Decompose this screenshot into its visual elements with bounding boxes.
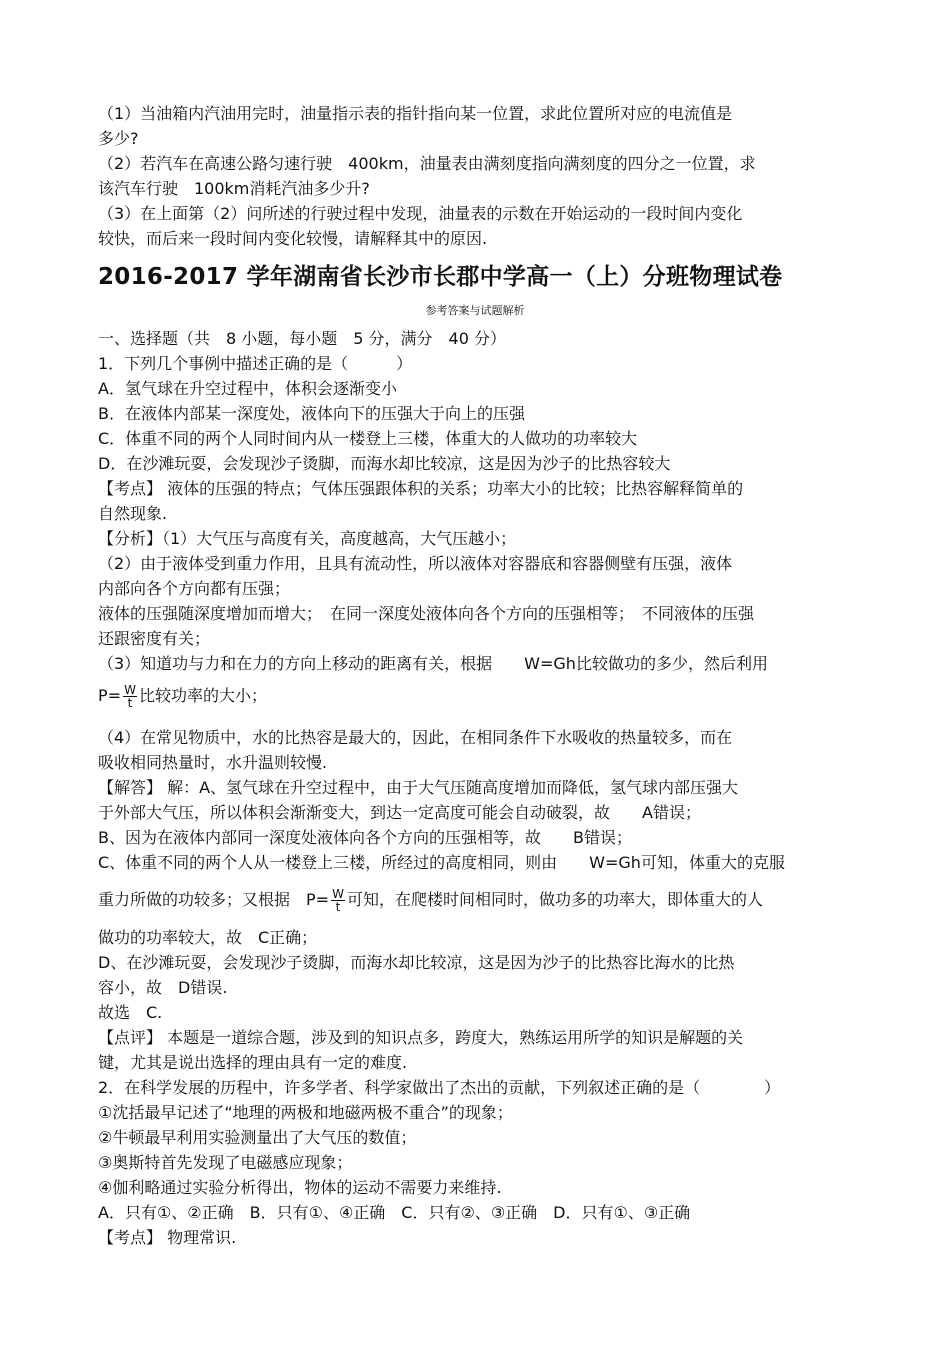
intro-q1-line1: （1）当油箱内汽油用完时，油量指示表的指针指向某一位置，求此位置所对应的电流值是 (98, 104, 733, 123)
q1-dianping-2: 键，尤其是说出选择的理由具有一定的难度. (98, 1053, 408, 1072)
section-heading: 一、选择题（共 8 小题，每小题 5 分，满分 40 分） (98, 329, 506, 348)
q1-option-a: A．氢气球在升空过程中，体积会逐渐变小 (98, 379, 397, 398)
q2-statement-1: ①沈括最早记述了“地理的两极和地磁两极不重合”的现象； (98, 1103, 513, 1122)
fraction-denominator-2: t (335, 900, 341, 914)
power-fraction-2 (331, 888, 345, 913)
q1-fenxi-1: 【分析】（1）大气压与高度有关，高度越高，大气压越小； (98, 529, 517, 548)
answer-subtitle: 参考答案与试题解析 (425, 304, 525, 317)
q2-statement-3: ③奥斯特首先发现了电磁感应现象； (98, 1153, 353, 1172)
q1-jieda-a1: 【解答】 解：A、氢气球在升空过程中，由于大气压随高度增加而降低，氢气球内部压强大 (98, 778, 739, 797)
q1-jieda-d1: D、在沙滩玩耍，会发现沙子烫脚，而海水却比较凉，这是因为沙子的比热容比海水的比热 (98, 953, 735, 972)
q2-options: A．只有①、②正确 B．只有①、④正确 C．只有②、③正确 D．只有①、③正确 (98, 1203, 691, 1222)
q1-option-d: D．在沙滩玩耍，会发现沙子烫脚，而海水却比较凉，这是因为沙子的比热容较大 (98, 454, 671, 473)
jieda-c2-prefix: 重力所做的功较多；又根据 P= (98, 890, 330, 909)
q1-fenxi-3b (98, 684, 267, 709)
q1-option-c: C．体重不同的两个人同时间内从一楼登上三楼，体重大的人做功的功率较大 (98, 429, 638, 448)
formula-prefix: P= (98, 686, 122, 705)
q1-jieda-b: B、因为在液体内部同一深度处液体向各个方向的压强相等，故 B错误； (98, 828, 632, 847)
q1-jieda-c2 (98, 888, 763, 913)
exam-title: 2016-2017 学年湖南省长沙市长郡中学高一（上）分班物理试卷 (98, 264, 783, 290)
q1-jieda-c1: C、体重不同的两个人从一楼登上三楼，所经过的高度相同，则由 W=Gh可知，体重大的克服 (98, 853, 785, 872)
q1-kaodian-line2: 自然现象. (98, 504, 168, 523)
q1-fenxi-2d: 还跟密度有关； (98, 629, 211, 648)
intro-q3-line1: （3）在上面第（2）问所述的行驶过程中发现，油量表的示数在开始运动的一段时间内变化 (98, 204, 743, 223)
q1-fenxi-2c: 液体的压强随深度增加而增大； 在同一深度处液体向各个方向的压强相等； 不同液体的压强 (98, 604, 755, 623)
q1-fenxi-4a: （4）在常见物质中，水的比热容是最大的，因此，在相同条件下水吸收的热量较多，而在 (98, 728, 733, 747)
intro-q3-line2: 较快，而后来一段时间内变化较慢，请解释其中的原因. (98, 229, 488, 248)
intro-q2-line2: 该汽车行驶 100km消耗汽油多少升? (98, 179, 370, 198)
formula-suffix: 比较功率的大小； (138, 686, 267, 705)
q1-fenxi-3a: （3）知道功与力和在力的方向上移动的距离有关，根据 W=Gh比较做功的多少，然后利用 (98, 654, 768, 673)
q1-stem: 1．下列几个事例中描述正确的是（ ） (98, 354, 413, 373)
q1-jieda-c3: 做功的功率较大，故 C正确； (98, 928, 318, 947)
q1-kaodian-line1: 【考点】 液体的压强的特点；气体压强跟体积的关系；功率大小的比较；比热容解释简单的 (98, 479, 744, 498)
q2-stem: 2．在科学发展的历程中，许多学者、科学家做出了杰出的贡献，下列叙述正确的是（ ） (98, 1078, 781, 1097)
intro-q2-line1: （2）若汽车在高速公路匀速行驶 400km，油量表由满刻度指向满刻度的四分之一位置，求 (98, 154, 756, 173)
q1-fenxi-2a: （2）由于液体受到重力作用，且具有流动性，所以液体对容器底和容器侧壁有压强，液体 (98, 554, 733, 573)
power-fraction (123, 684, 137, 709)
intro-q1-line2: 多少? (98, 129, 139, 148)
q1-jieda-a2: 于外部大气压，所以体积会渐渐变大，到达一定高度可能会自动破裂，故 A错误； (98, 803, 701, 822)
q1-option-b: B．在液体内部某一深度处，液体向下的压强大于向上的压强 (98, 404, 525, 423)
q2-statement-4: ④伽利略通过实验分析得出，物体的运动不需要力来维持. (98, 1178, 502, 1197)
q1-dianping-1: 【点评】 本题是一道综合题，涉及到的知识点多，跨度大，熟练运用所学的知识是解题的关 (98, 1028, 744, 1047)
fraction-numerator: W (124, 683, 136, 697)
q1-fenxi-2b: 内部向各个方向都有压强； (98, 579, 291, 598)
fraction-denominator: t (127, 696, 133, 710)
q1-choice: 故选 C. (98, 1003, 163, 1022)
jieda-c2-suffix: 可知，在爬楼时间相同时，做功多的功率大，即体重大的人 (346, 890, 763, 909)
q1-fenxi-4b: 吸收相同热量时，水升温则较慢. (98, 753, 328, 772)
fraction-numerator-2: W (332, 887, 344, 901)
q1-jieda-d2: 容小，故 D错误. (98, 978, 228, 997)
q2-kaodian: 【考点】 物理常识. (98, 1228, 237, 1247)
q2-statement-2: ②牛顿最早利用实验测量出了大气压的数值； (98, 1128, 417, 1147)
